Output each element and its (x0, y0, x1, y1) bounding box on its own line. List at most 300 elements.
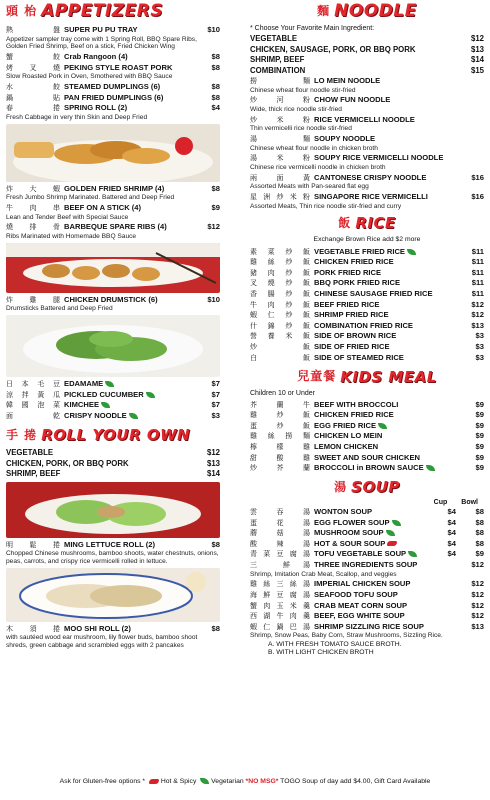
menu-item (6, 540, 220, 566)
menu-item-row (250, 76, 484, 87)
item-name (314, 453, 462, 462)
item-name (64, 379, 198, 388)
menu-item (250, 431, 484, 442)
chinese-char: 麵 (303, 135, 310, 144)
item-price: $8 (211, 539, 220, 549)
chinese-char: 須 (29, 624, 37, 633)
item-name-text: PEKING STYLE ROAST PORK (64, 62, 173, 72)
menu-item (250, 310, 484, 321)
item-name (64, 52, 198, 61)
menu-item (250, 442, 484, 453)
chinese-char: 本 (21, 380, 29, 389)
menu-item (250, 611, 484, 622)
vegetarian-leaf-icon (407, 249, 416, 255)
menu-item-row (6, 184, 220, 195)
menu-item-row (250, 342, 484, 353)
noodle-choose-note: * Choose Your Favorite Main Ingredient: (250, 25, 375, 32)
item-name-text: KIMCHEE (64, 400, 100, 410)
item-price: $3 (475, 341, 484, 351)
menu-item-row (250, 95, 484, 106)
chinese-char: 羹 (303, 612, 310, 621)
chinese-char: 貼 (53, 93, 60, 102)
item-name-text: SUPER PU PU TRAY (64, 25, 138, 34)
chinese-char: 飯 (302, 332, 310, 341)
item-price: $8 (211, 52, 220, 62)
item-name (314, 518, 434, 527)
item-chinese-name (250, 529, 314, 537)
chinese-char: 蝦 (250, 622, 257, 631)
menu-item (6, 93, 220, 104)
item-name (314, 611, 434, 620)
menu-item-row (6, 222, 220, 233)
chinese-char: 巴 (289, 622, 297, 631)
chinese-char: 米 (289, 601, 297, 610)
menu-item (250, 115, 484, 133)
roll-list-b (6, 624, 220, 650)
chinese-char: 甜 (250, 453, 257, 462)
chinese-char: 熱 (6, 26, 13, 34)
chinese-char: 牛 (6, 203, 13, 212)
chinese-char: 辣 (276, 539, 284, 548)
menu-item (250, 268, 484, 279)
footer-togo: TOGO Soup of day add $4.00, Gift Card Available (280, 778, 431, 785)
menu-item-row (250, 300, 484, 311)
chinese-char: 湯 (303, 591, 310, 600)
chinese-char: 酸 (276, 453, 284, 462)
item-price: $3 (475, 352, 484, 362)
chinese-char: 串 (53, 203, 60, 212)
cup-price: $4 (447, 517, 456, 527)
chinese-char: 毛 (37, 380, 45, 389)
menu-item-row (6, 295, 220, 306)
chinese-char: 三 (276, 580, 284, 589)
item-name-text: EGG FLOWER SOUP (314, 517, 390, 527)
item-name-text: TOFU VEGETABLE SOUP (314, 549, 407, 559)
item-name-text: SPRING ROLL (2) (64, 103, 128, 113)
item-name-text: SHRIMP SIZZLING RICE SOUP (314, 621, 424, 631)
chinese-char: 炒 (285, 279, 293, 288)
chinese-char: 花 (276, 518, 284, 527)
chinese-char: 捲 (53, 540, 60, 549)
price-line-value: $12 (206, 448, 220, 458)
chinese-char: 炒 (285, 300, 293, 309)
price-line-label: SHRIMP, BEEF (250, 55, 305, 65)
item-chinese-name (6, 64, 64, 72)
price-line-label: VEGETABLE (250, 34, 298, 44)
menu-item-row (6, 52, 220, 63)
item-name-text: CHICKEN FRIED RICE (314, 410, 394, 420)
menu-item (250, 453, 484, 464)
menu-item-row (250, 431, 484, 442)
bowl-label: Bowl (461, 498, 478, 506)
menu-item-row (250, 463, 484, 474)
bowl-price: $13 (471, 621, 484, 631)
item-name (314, 442, 462, 451)
menu-item (6, 82, 220, 93)
menu-item (6, 103, 220, 121)
chinese-char: 肉 (267, 300, 275, 309)
menu-item-row (250, 400, 484, 411)
item-name (64, 25, 198, 34)
chinese-char: 肉 (263, 601, 271, 610)
menu-item (6, 400, 220, 411)
bowl-price: $8 (475, 517, 484, 527)
menu-item-row (250, 507, 484, 518)
item-name-text: WONTON SOUP (314, 507, 373, 517)
item-name-text: CHICKEN DRUMSTICK (6) (64, 294, 158, 304)
soup-option: A. WITH FRESH TOMATO SAUCE BROTH. (268, 641, 402, 649)
item-price: $8 (211, 623, 220, 633)
menu-item (6, 25, 220, 51)
price-line-label: CHICKEN, SAUSAGE, PORK, OR BBQ PORK (250, 44, 416, 54)
item-name (314, 507, 434, 516)
cup-price: $4 (447, 528, 456, 538)
noodle-list (250, 76, 484, 211)
chinese-char: 仁 (263, 622, 271, 631)
chinese-char: 豬 (250, 268, 257, 277)
item-name-text: CHOW FUN NOODLE (314, 95, 391, 105)
menu-item (6, 52, 220, 63)
item-name (64, 203, 198, 212)
item-price: $11 (471, 289, 484, 298)
chinese-char: 什 (250, 321, 257, 330)
noodle-price-lines (250, 34, 484, 76)
item-name (64, 295, 198, 304)
menu-item (6, 203, 220, 221)
appetizers-list-d (6, 379, 220, 421)
item-name (314, 560, 434, 569)
menu-item-row (250, 153, 484, 164)
menu-item-row (250, 321, 484, 332)
price-line-value: $14 (206, 469, 220, 479)
chinese-char: 國 (21, 401, 29, 410)
menu-item-row (6, 624, 220, 635)
item-chinese-name (250, 311, 314, 319)
chinese-char: 炒 (285, 321, 293, 330)
bowl-price: $12 (471, 560, 484, 570)
item-name-text: EDAMAME (64, 379, 104, 389)
chinese-char: 洲 (263, 193, 271, 202)
menu-item (250, 300, 484, 311)
chinese-char: 豆 (276, 591, 284, 600)
item-chinese-name (250, 343, 314, 351)
chinese-char: 炒 (250, 115, 257, 124)
chinese-char: 腐 (289, 550, 297, 559)
item-name (314, 134, 462, 143)
item-name (314, 321, 462, 330)
item-name-text: SWEET AND SOUR CHICKEN (314, 452, 421, 462)
item-name-text: HOT & SOUR SOUP (314, 538, 386, 548)
item-name (314, 173, 462, 182)
chinese-char: 飯 (302, 279, 310, 288)
fried-shrimp-photo (6, 124, 220, 182)
item-name (64, 400, 198, 409)
chinese-char: 燒 (6, 223, 13, 232)
chinese-char: 飯 (302, 258, 310, 267)
chinese-char: 拌 (21, 390, 29, 399)
price-line-label: SHRIMP, BEEF (6, 469, 61, 479)
cup-bowl-header (250, 499, 484, 507)
item-name-text: CRAB MEAT CORN SOUP (314, 600, 408, 610)
rice-note: Exchange Brown Rice add $2 more (313, 236, 421, 244)
chinese-char: 鍋 (276, 622, 284, 631)
chinese-char: 飯 (302, 247, 310, 256)
item-price: $9 (475, 410, 484, 420)
item-name (314, 463, 462, 472)
item-name (314, 278, 462, 287)
chinese-char: 腿 (53, 295, 60, 304)
menu-item (250, 278, 484, 289)
item-chinese-name (250, 612, 314, 620)
item-name (64, 82, 198, 91)
item-price: $11 (471, 267, 484, 277)
chinese-char: 大 (29, 184, 37, 193)
soup-header (250, 478, 484, 497)
item-chinese-name (6, 391, 64, 399)
item-price: $4 (211, 103, 220, 113)
item-name-text: CRISPY NOODLE (64, 410, 127, 420)
item-name-text: PAN FRIED DUMPLINGS (6) (64, 92, 164, 102)
chinese-char: 米 (276, 115, 284, 124)
roll-list-a (6, 540, 220, 566)
chinese-char: 湯 (303, 529, 310, 538)
menu-item-row (250, 611, 484, 622)
item-chinese-name (250, 290, 314, 298)
menu-item (250, 342, 484, 353)
item-price: $8 (211, 82, 220, 92)
chinese-char: 炒 (250, 342, 257, 351)
menu-item (250, 192, 484, 210)
item-price: $3 (211, 410, 220, 420)
item-chinese-name (250, 580, 314, 588)
item-name (314, 353, 462, 362)
chinese-char: 雞 (29, 295, 37, 304)
chinese-char: 炒 (285, 247, 293, 256)
chinese-char: 絲 (267, 432, 275, 441)
item-name (314, 300, 462, 309)
item-chinese-name (250, 591, 314, 599)
menu-item (6, 63, 220, 81)
menu-item-row (6, 25, 220, 36)
item-name-text: SOUPY NOODLE (314, 134, 376, 144)
chinese-char: 羹 (303, 601, 310, 610)
price-line-label: CHICKEN, PORK, OR BBQ PORK (6, 458, 129, 468)
item-name-text: IMPERIAL CHICKEN SOUP (314, 579, 411, 589)
item-price: $11 (471, 278, 484, 288)
item-price: $10 (207, 294, 220, 304)
item-name (64, 103, 198, 112)
item-chinese-name (250, 332, 314, 340)
chinese-char: 排 (29, 223, 37, 232)
item-name-text: CHINESE SAUSAGE FRIED RICE (314, 289, 433, 298)
lettuce-roll-photo (6, 482, 220, 538)
item-name-text: PORK FRIED RICE (314, 267, 382, 277)
item-description: Drumsticks Battered and Deep Fried (6, 305, 113, 313)
item-chinese-name (6, 26, 64, 34)
item-chinese-name (6, 94, 64, 102)
left-column (6, 2, 220, 651)
item-chinese-name (250, 508, 314, 516)
item-name (64, 411, 198, 420)
appetizers-list-a (6, 25, 220, 122)
kids-header (250, 367, 484, 386)
chinese-char: 炒 (285, 311, 293, 320)
chinese-char: 麵 (303, 76, 310, 85)
menu-item-row (250, 549, 484, 560)
item-name (314, 421, 462, 430)
item-name-text: LEMON CHICKEN (314, 441, 379, 451)
item-chinese-name (250, 561, 314, 569)
item-chinese-name (250, 174, 314, 182)
chinese-char: 木 (6, 624, 13, 633)
item-name (314, 192, 462, 201)
vegetarian-leaf-icon (105, 381, 114, 387)
item-chinese-name (250, 96, 314, 104)
chinese-char: 湖 (263, 612, 271, 621)
menu-item (250, 590, 484, 601)
item-name (314, 331, 462, 340)
menu-item (6, 379, 220, 390)
chinese-char: 泡 (37, 401, 45, 410)
chinese-char: 星 (250, 193, 257, 202)
item-name-text: BROCCOLI in BROWN SAUCE (314, 463, 424, 473)
chinese-char: 菇 (276, 529, 284, 538)
item-chinese-name (250, 401, 314, 409)
item-name (314, 115, 462, 124)
chinese-char: 鬆 (29, 540, 37, 549)
chinese-char: 蘭 (303, 464, 310, 473)
item-name (314, 590, 434, 599)
menu-item (250, 173, 484, 191)
chinese-char: 飯 (302, 342, 310, 351)
item-name-text: Crab Rangoon (4) (64, 52, 128, 62)
menu-item-row (250, 539, 484, 550)
chinese-char: 乾 (53, 411, 60, 420)
chinese-char: 餃 (53, 83, 60, 92)
footer-gluten: Ask for Gluten-free options * (59, 778, 146, 785)
item-chinese-name (6, 204, 64, 212)
item-price: $9 (475, 420, 484, 430)
item-name-text: BBQ PORK FRIED RICE (314, 278, 401, 288)
menu-item-row (250, 192, 484, 203)
item-name-text: CHICKEN LO MEIN (314, 431, 383, 441)
menu-item (6, 624, 220, 650)
item-price: $12 (471, 299, 484, 309)
chinese-char: 炒 (276, 411, 284, 420)
price-line-value: $12 (470, 34, 484, 44)
chinese-char: 面 (6, 411, 13, 420)
menu-item (250, 622, 484, 640)
chinese-char: 湯 (303, 550, 310, 559)
item-chinese-name (250, 422, 314, 430)
item-name-text: BARBEQUE SPARE RIBS (4) (64, 222, 167, 232)
item-chinese-name (250, 464, 314, 472)
chinese-char: 海 (250, 591, 257, 600)
cup-label: Cup (433, 498, 448, 506)
chinese-char: 蘑 (250, 529, 257, 538)
item-chinese-name (250, 540, 314, 548)
item-price: $10 (207, 25, 220, 34)
chinese-char: 叉 (250, 279, 257, 288)
item-description: with sautéed wood ear mushroom, lily flower buds, bamboo shoot shreds, green cabbage and scrambled eggs with 2 pancakes (6, 634, 198, 650)
chinese-char: 燒 (53, 63, 60, 72)
item-name-text: PICKLED CUCUMBER (64, 389, 144, 399)
item-name-text: SEAFOOD TOFU SOUP (314, 590, 398, 600)
chinese-char: 雞 (250, 258, 257, 267)
vegetarian-leaf-icon (426, 465, 435, 471)
menu-item-row (6, 379, 220, 390)
soup-title-cn: 湯 (334, 480, 348, 494)
chinese-char: 黃 (37, 390, 45, 399)
item-description: Lean and Tender Beef with Special Sauce (6, 213, 129, 221)
bowl-price: $12 (471, 579, 484, 589)
chinese-char: 肉 (29, 203, 37, 212)
menu-item-row (6, 400, 220, 411)
menu-item (250, 421, 484, 432)
chinese-char: 湯 (303, 561, 310, 570)
item-description: Chinese wheat flour noodle in chicken broth (250, 144, 378, 152)
menu-item-row (250, 247, 484, 258)
menu-item-row (250, 421, 484, 432)
chinese-char: 撈 (250, 76, 257, 85)
chinese-char: 飯 (302, 268, 310, 277)
chinese-char: 菜 (263, 550, 271, 559)
chinese-char: 炒 (250, 464, 257, 473)
item-chinese-name (6, 296, 64, 304)
item-name (64, 540, 198, 549)
item-chinese-name (6, 104, 64, 112)
item-name-text: SINGAPORE RICE VERMICELLI (314, 192, 428, 202)
appetizers-title: APPETIZERS (41, 1, 164, 22)
chinese-char: 蝦 (53, 184, 60, 193)
menu-item-row (250, 289, 484, 300)
chinese-char: 酸 (250, 539, 257, 548)
menu-item-row (250, 622, 484, 633)
menu-item (250, 331, 484, 342)
chinese-char: 菜 (52, 401, 60, 410)
menu-item-row (250, 601, 484, 612)
item-price: $9 (475, 431, 484, 441)
item-price: $8 (211, 62, 220, 72)
item-price: $7 (211, 400, 220, 410)
chinese-char: 牛 (276, 612, 284, 621)
chinese-char: 炸 (6, 295, 13, 304)
item-chinese-name (6, 541, 64, 549)
chinese-char: 香 (250, 290, 257, 298)
chinese-char: 炸 (6, 184, 13, 193)
roll-title: ROLL YOUR OWN (41, 425, 191, 444)
item-chinese-name (250, 301, 314, 309)
footer-spicy: Hot & Spicy (160, 778, 197, 785)
item-name (314, 431, 462, 440)
moo-shi-photo (6, 568, 220, 622)
item-name (314, 539, 434, 548)
kids-list (250, 400, 484, 474)
item-chinese-name (250, 154, 314, 162)
item-chinese-name (6, 185, 64, 193)
chinese-char: 米 (285, 332, 293, 341)
chinese-char: 骨 (53, 223, 60, 232)
appetizers-header (6, 2, 220, 21)
item-chinese-name (250, 135, 314, 143)
item-price: $7 (211, 379, 220, 389)
item-price: $12 (471, 310, 484, 320)
menu-item-row (250, 560, 484, 571)
chinese-char: 飯 (302, 311, 310, 320)
item-name-text: SIDE OF BROWN RICE (314, 331, 397, 341)
menu-item (250, 400, 484, 411)
item-name-text: MUSHROOM SOUP (314, 528, 384, 538)
